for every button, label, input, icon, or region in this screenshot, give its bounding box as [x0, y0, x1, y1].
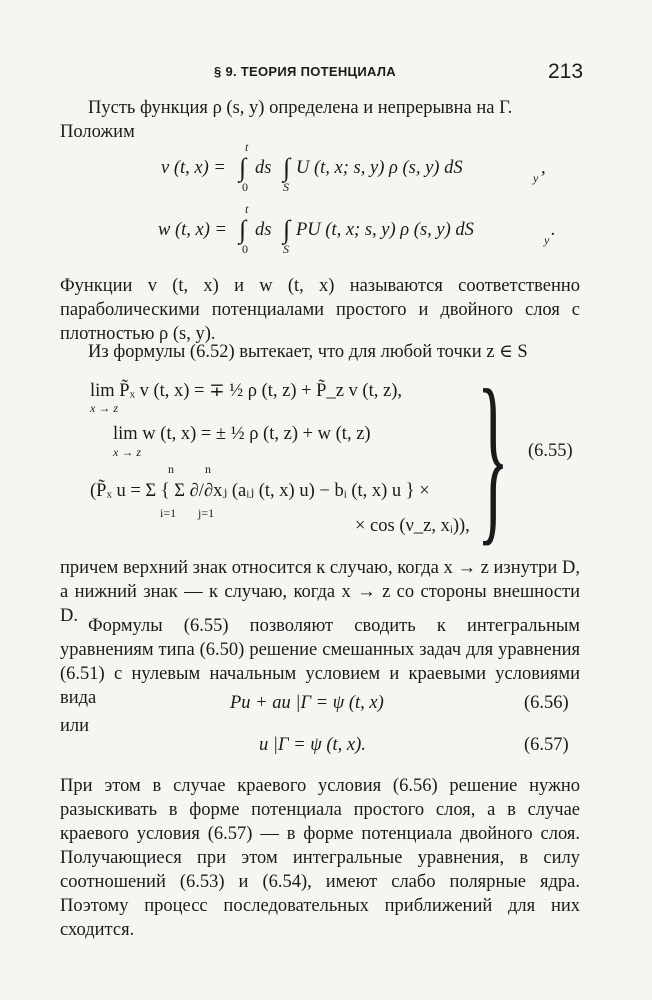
paragraph-potentials-definition: Функции v (t, x) и w (t, x) называются соответственно параболическими потенциалами простого и двойного слоя с плотностью ρ (s, y).: [60, 276, 580, 344]
system-row1-limit: x → z: [90, 401, 118, 415]
system-row2: lim w (t, x) = ± ½ ρ (t, z) + w (t, z): [113, 424, 371, 444]
system-row3a: (P̃ₓ u = Σ { Σ ∂/∂xⱼ (aᵢⱼ (t, x) u) − bᵢ (t, x) u } ×: [90, 481, 430, 501]
equation-v-upper-limit: t: [245, 140, 249, 154]
right-brace-icon: }: [477, 352, 509, 562]
equation-number-6-55: (6.55): [528, 441, 573, 461]
equation-w-integrand: PU (t, x; s, y) ρ (s, y) dS: [296, 220, 474, 240]
equation-6-57: u |Γ = ψ (t, x).: [259, 735, 366, 755]
running-header: [0, 62, 652, 86]
paragraph-integral-equations: Формулы (6.55) позволяют сводить к интегральным уравнениям типа (6.50) решение смешанных задач для уравнения (6.51) с нулевым начальным условием и краевыми условиями вида: [60, 616, 580, 708]
equation-6-56: Pu + au |Γ = ψ (t, x): [230, 693, 384, 713]
paragraph-formula-consequence: Из формулы (6.52) вытекает, что для любой точки z ∈ S: [88, 342, 528, 362]
equation-w-lower-limit: 0: [242, 242, 248, 256]
integral-sign-icon: ∫: [239, 153, 247, 182]
integral-sign-icon: ∫: [239, 215, 247, 244]
equation-v-lhs: v (t, x) =: [161, 158, 226, 178]
equation-v-lower-limit: 0: [242, 180, 248, 194]
equation-number-6-56: (6.56): [524, 693, 569, 713]
sum-lower-limit-i: i=1: [160, 506, 177, 520]
paragraph-intro-line1: Пусть функция ρ (s, y) определена и непрерывна на Γ.: [88, 98, 513, 118]
equation-w-subscript: y: [544, 233, 550, 247]
paragraph-solution-method: При этом в случае краевого условия (6.56) решение нужно разыскивать в форме потенциала простого слоя, а в случае краевого условия (6.57) — в форме потенциала двойного слоя. Получающиеся при этом интегральные уравнения, в силу соотношений (6.53) и (6.54), имеют слабо полярные ядра. Поэтому процесс последовательных приближений для них сходится.: [60, 776, 580, 940]
system-row2-limit: x → z: [113, 445, 141, 459]
integral-sign-icon: ∫: [283, 215, 291, 244]
paragraph-sign-remark: причем верхний знак относится к случаю, когда x → z изнутри D, а нижний знак — к случаю, когда x → z со стороны внешности D.: [60, 558, 580, 626]
conjunction-or: или: [60, 716, 90, 736]
equation-w-upper-limit: t: [245, 202, 249, 216]
equation-w-lhs: w (t, x) =: [158, 220, 227, 240]
paragraph-intro-line2: Положим: [60, 122, 135, 142]
system-row1: lim P̃ₓ v (t, x) = ∓ ½ ρ (t, z) + P̃_z v (t, z),: [90, 381, 402, 401]
equation-v-subscript: y: [533, 171, 539, 185]
equation-w-ds: ds: [255, 220, 272, 240]
equation-v-surface: S: [283, 180, 289, 194]
equation-number-6-57: (6.57): [524, 735, 569, 755]
equation-w-surface: S: [283, 242, 289, 256]
equation-w-end: .: [551, 220, 556, 240]
equation-v-integrand: U (t, x; s, y) ρ (s, y) dS: [296, 158, 463, 178]
integral-sign-icon: ∫: [283, 153, 291, 182]
equation-v-ds: ds: [255, 158, 272, 178]
sum-upper-limit: n: [205, 462, 211, 476]
sum-upper-limit: n: [168, 462, 174, 476]
page-number: 213: [548, 60, 584, 83]
section-title: § 9. ТЕОРИЯ ПОТЕНЦИАЛА: [214, 64, 396, 79]
system-row3b: × cos (ν_z, xᵢ)),: [355, 516, 470, 536]
sum-lower-limit-j: j=1: [198, 506, 215, 520]
equation-v-end: ,: [541, 158, 546, 178]
